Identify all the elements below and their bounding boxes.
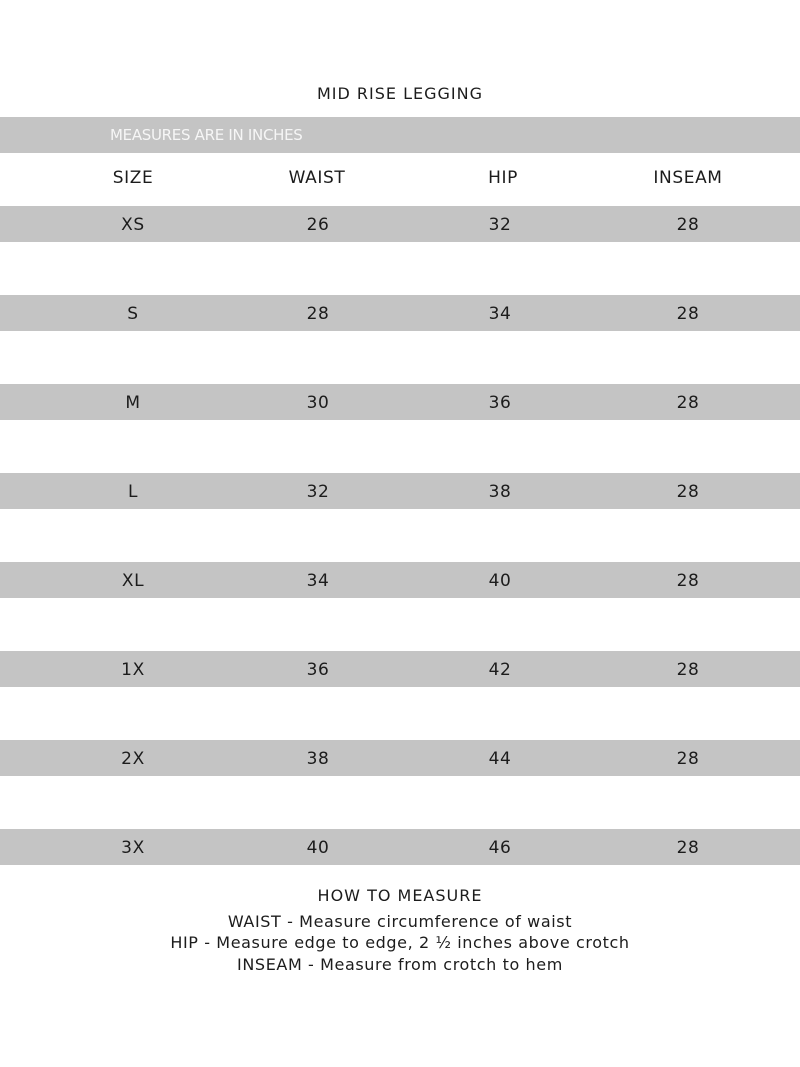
- measure-line-hip: HIP - Measure edge to edge, 2 ½ inches above crotch: [170, 933, 630, 952]
- inseam-cell: 28: [676, 749, 700, 769]
- inseam-cell: 28: [676, 393, 700, 413]
- hip-cell: 32: [488, 215, 512, 235]
- size-cell: XS: [121, 215, 145, 235]
- measure-line-waist: WAIST - Measure circumference of waist: [227, 911, 573, 931]
- inseam-cell: 28: [676, 571, 700, 591]
- waist-cell: 28: [306, 304, 330, 324]
- table-row: [0, 829, 800, 865]
- size-cell: 3X: [121, 838, 145, 858]
- size-cell: L: [127, 482, 139, 502]
- chart-title: MID RISE LEGGING: [316, 84, 484, 103]
- waist-cell: 36: [306, 660, 330, 680]
- waist-cell: 38: [306, 749, 330, 769]
- inseam-cell: 28: [676, 304, 700, 324]
- inseam-cell: 28: [676, 660, 700, 680]
- units-note: MEASURES ARE IN INCHES: [110, 126, 303, 144]
- size-cell: 1X: [121, 660, 145, 680]
- inseam-cell: 28: [676, 215, 700, 235]
- table-row: [0, 651, 800, 687]
- size-cell: S: [127, 304, 139, 324]
- column-header-waist: WAIST: [288, 168, 346, 188]
- hip-cell: 46: [488, 838, 512, 858]
- inseam-cell: 28: [676, 838, 700, 858]
- column-header-hip: HIP: [488, 168, 518, 188]
- waist-cell: 32: [306, 482, 330, 502]
- hip-cell: 36: [488, 393, 512, 413]
- hip-cell: 40: [488, 571, 512, 591]
- units-band: [0, 117, 800, 153]
- hip-cell: 44: [488, 749, 512, 769]
- waist-cell: 26: [306, 215, 330, 235]
- table-row: [0, 384, 800, 420]
- how-to-measure: [0, 885, 800, 975]
- column-header-size: SIZE: [112, 168, 154, 188]
- measure-line-inseam: INSEAM - Measure from crotch to hem: [237, 954, 563, 974]
- table-row: [0, 562, 800, 598]
- waist-cell: 40: [306, 838, 330, 858]
- table-row: [0, 295, 800, 331]
- table-header: [0, 168, 800, 192]
- table-row: [0, 206, 800, 242]
- table-row: [0, 740, 800, 776]
- inseam-cell: 28: [676, 482, 700, 502]
- table-row: [0, 473, 800, 509]
- hip-cell: 38: [488, 482, 512, 502]
- size-cell: M: [125, 393, 141, 413]
- size-cell: 2X: [121, 749, 145, 769]
- hip-cell: 42: [488, 660, 512, 680]
- column-header-inseam: INSEAM: [653, 168, 723, 188]
- waist-cell: 30: [306, 393, 330, 413]
- how-to-measure-title: HOW TO MEASURE: [317, 886, 483, 905]
- hip-cell: 34: [488, 304, 512, 324]
- waist-cell: 34: [306, 571, 330, 591]
- size-cell: XL: [121, 571, 145, 591]
